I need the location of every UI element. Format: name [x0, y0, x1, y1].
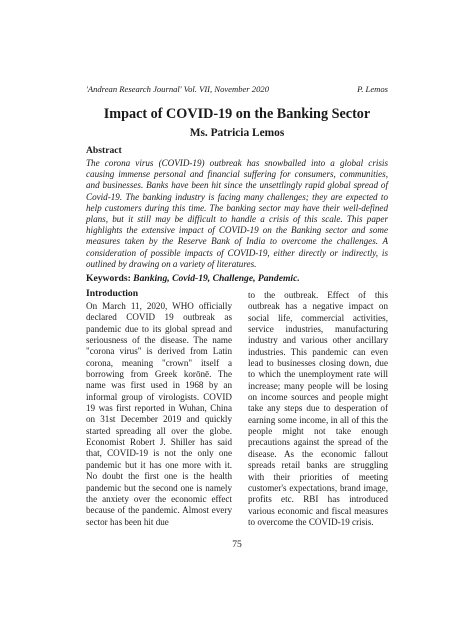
header-author: P. Lemos [357, 84, 388, 94]
page-number: 75 [232, 539, 242, 550]
keywords-values: Banking, Covid-19, Challenge, Pandemic. [133, 273, 300, 284]
keywords [86, 273, 388, 284]
abstract-heading: Abstract [86, 145, 122, 156]
journal-citation: 'Andrean Research Journal' Vol. VII, November 2020 [86, 84, 269, 94]
author-name: Ms. Patricia Lemos [189, 127, 285, 139]
running-header [86, 84, 388, 94]
introduction-heading: Introduction [86, 288, 139, 299]
introduction-right-column: to the outbreak. Effect of this outbreak has a negative impact on social life, commercial activities, service industries, manufacturing industry and various other ancillary industries. This pandemic can even lead to businesses closing down, due to which the unemployment rate will increase; many people will be losing on income sources and people might take any steps due to desperation of earning some income, in all of this the people might not take enough precautions against the spread of the disease. As the economic fallout spreads retail banks are struggling with their priorities of meeting customer's expectations, brand image, profits etc. RBI has introduced various economic and fiscal measures to overcome the COVID-19 crisis. [248, 290, 388, 527]
introduction-left-column: On March 11, 2020, WHO officially declared COVID 19 outbreak as pandemic due to its global spread and seriousness of the disease. The name "corona virus" is derived from Latin corona, meaning "crown" itself a borrowing from Greek korōnē. The name was first used in 1968 by an informal group of virologists. COVID 19 was first reported in Wuhan, China on 31st December 2019 and quickly started spreading all over the globe. Economist Robert J. Shiller has said that, COVID-19 is not the only one pandemic but it has one more with it. No doubt the first one is the health pandemic but the second one is namely the anxiety over the economic effect because of the pandemic. Almost every sector has been hit due [86, 301, 232, 527]
paper-title: Impact of COVID-19 on the Banking Sector [103, 106, 371, 122]
abstract-body: The corona virus (COVID-19) outbreak has snowballed into a global crisis causing immense personal and financial suffering for consumers, communities, and businesses. Banks have been hit since the unsettlingly rapid global spread of Covid-19. The banking industry is facing many challenges; they are expected to help customers during this time. The banking sector may have their well-defined plans, but it still may be difficult to handle a crisis of this scale. This paper highlights the extensive impact of COVID-19 on the Banking sector and some measures taken by the Reserve Bank of India to overcome the challenges. A consideration of possible impacts of COVID-19, either directly or indirectly, is outlined by drawing on a variety of literatures. [86, 158, 388, 269]
keywords-label: Keywords: [86, 273, 131, 284]
